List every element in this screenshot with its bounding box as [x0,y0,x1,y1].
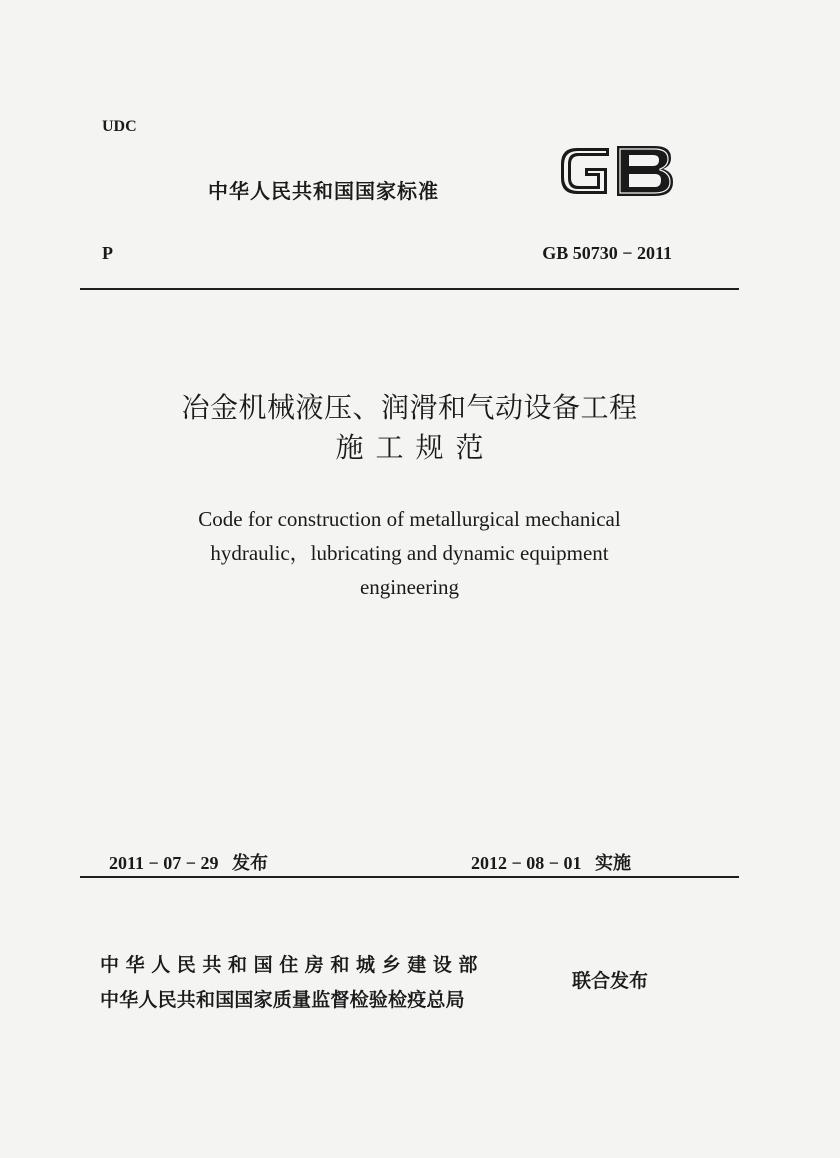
chinese-title-line1: 冶金机械液压、润滑和气动设备工程 [181,391,638,424]
effective-label: 实施 [595,853,632,874]
joint-issue-label: 联合发布 [572,970,649,992]
footer-divider [80,876,739,878]
issue-date-group [100,828,268,875]
standard-number: GB 50730 − 2011 [542,243,672,263]
effective-date: 2012 − 08 − 01 [471,853,582,873]
udc-label: UDC [102,118,137,135]
title-block [80,388,739,604]
english-title-line2: hydraulic，lubricating and dynamic equipment [210,541,609,565]
english-title [80,502,739,604]
gb-logo-graphic [557,138,675,202]
issue-label: 发布 [232,853,269,874]
issuer-ministry-housing: 中华人民共和国住房和城乡建设部 [100,954,485,976]
effective-date-group [462,828,631,875]
classification-code: P [102,243,113,263]
chinese-title-line2: 施工规范 [335,431,496,464]
issuer-aqsiq: 中华人民共和国国家质量监督检验检疫总局 [100,989,465,1011]
english-title-line1: Code for construction of metallurgical mechanical [198,507,621,531]
header-divider [80,288,739,290]
gb-logo [557,138,675,202]
english-title-line3: engineering [359,575,460,599]
national-standard-title: 中华人民共和国国家标准 [208,179,439,203]
issue-date: 2011 − 07 − 29 [109,853,219,873]
